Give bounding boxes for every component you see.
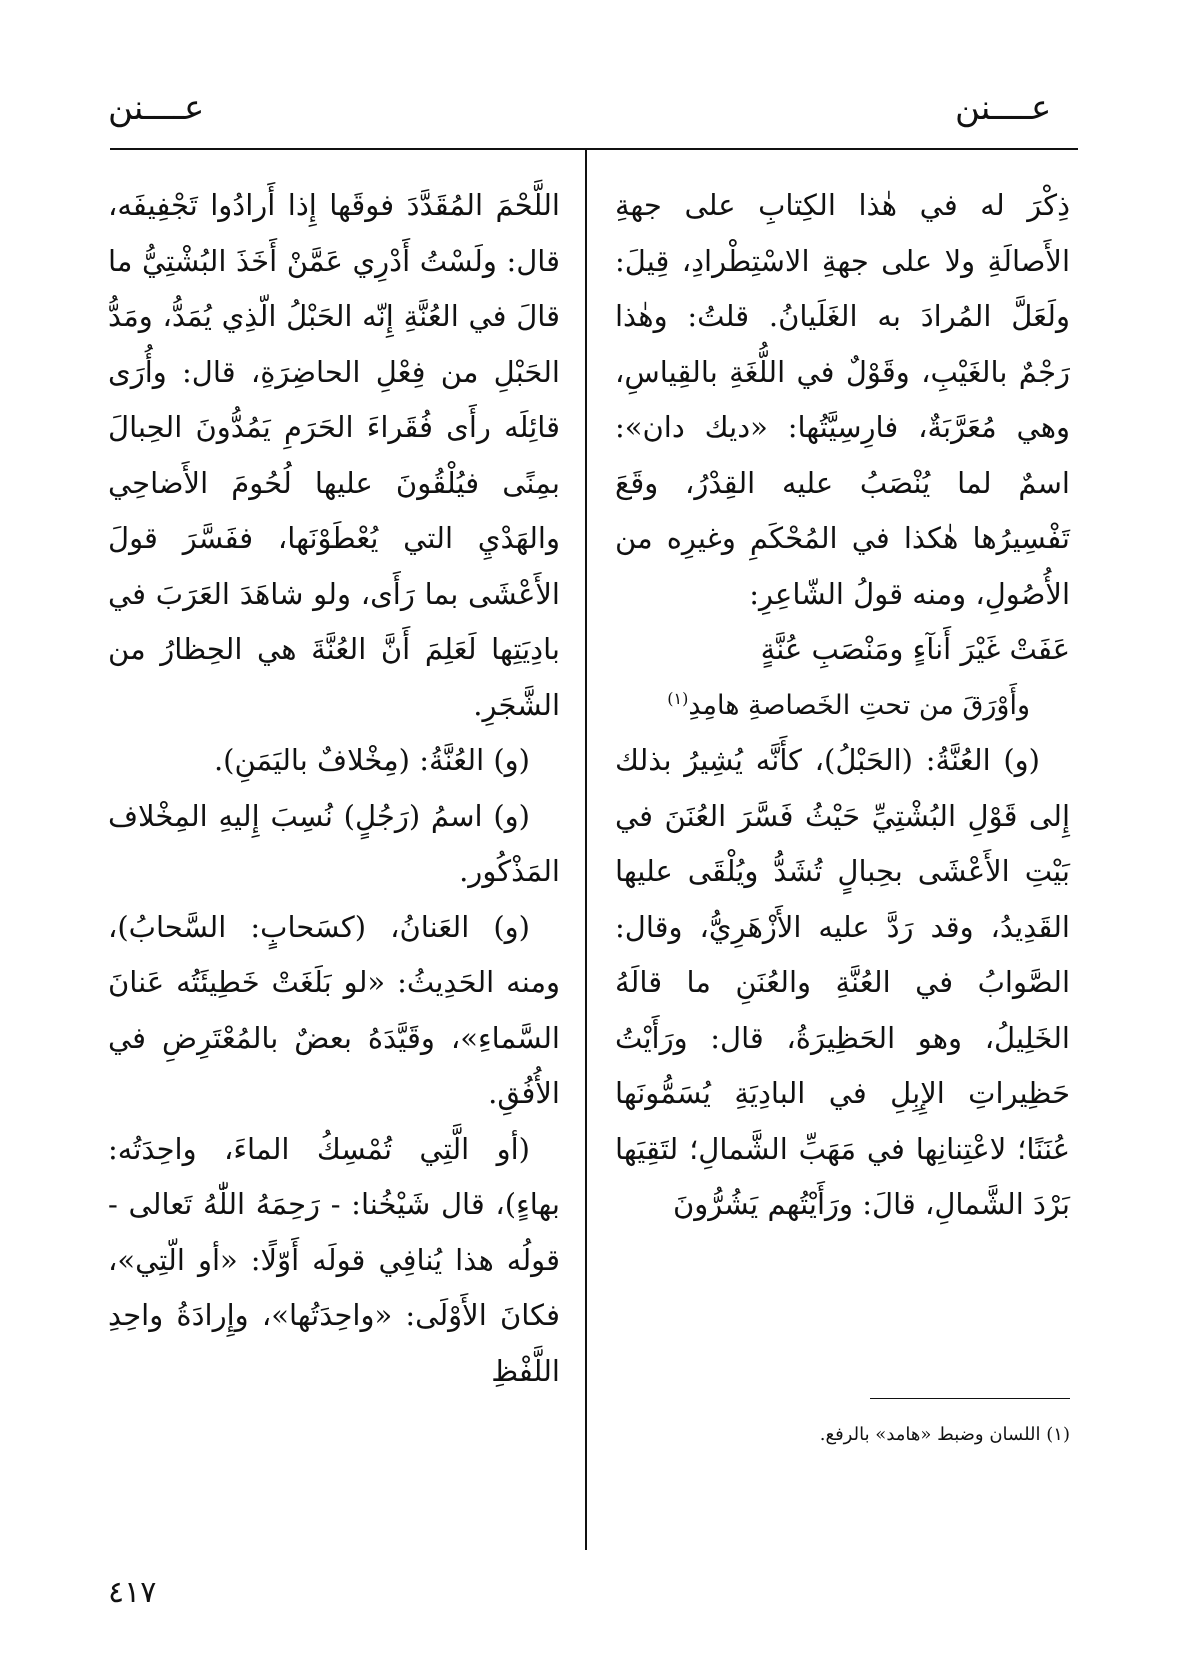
left-column <box>108 178 560 1399</box>
footnote: (١) اللسان وضبط «هامد» بالرفع. <box>819 1424 1070 1445</box>
running-header-left: عــــنن <box>108 88 205 128</box>
left-paragraph-5: (أو الَّتِي تُمْسِكُ الماءَ، واحِدَتُه: بهاءٍ)، قال شَيْخُنا: - رَحِمَهُ اللّٰهُ تَعالى - قولُه هذا يُنافِي قولَه أَوّلًا: «أو الّتِي»، فكانَ الأَوْلَى: «واحِدَتُها»، وإِرادَةُ واحِدِ اللَّفْظِ <box>108 1131 560 1388</box>
left-paragraph-3: (و) اسمُ (رَجُلٍ) نُسِبَ إِليهِ المِخْلاف المَذْكُور. <box>108 798 560 888</box>
footnote-marker: (١) <box>667 688 689 708</box>
page-number: ٤١٧ <box>108 1575 157 1610</box>
column-divider <box>585 150 587 1550</box>
verse-line-1: عَفَتْ غَيْرَ أَنآءٍ ومَنْصَبِ عُنَّةٍ <box>760 632 1070 666</box>
right-column <box>615 178 1070 1233</box>
right-paragraph-2: (و) العُنَّةُ: (الحَبْلُ)، كأَنَّه يُشِيرُ بذلك إِلى قَوْلِ البُشْتِيِّ حَيْثُ فَسَّرَ العُنَنَ في بَيْتِ الأَعْشَى بحِبالٍ تُشَدُّ ويُلْقَى عليها القَدِيدُ، وقد رَدَّ عليه الأَزْهَرِيُّ، وقال: الصَّوابُ في العُنَّةِ والعُنَنِ ما قالَهُ الخَلِيلُ، وهو الحَظِيرَةُ، قال: ورَأَيْتُ حَظِيراتِ الإِبِلِ في البادِيَةِ يُسَمُّونَها عُنَنًا؛ لاعْتِنانِها في مَهَبِّ الشَّمالِ؛ لتَقِيَها بَرْدَ الشَّمالِ، قالَ: ورَأَيْتُهم يَشُرُّونَ <box>615 743 1070 1221</box>
verse-line-2-text: وأَوْرَقَ من تحتِ الخَصاصةِ هامِدِ <box>688 689 1030 721</box>
left-paragraph-1: اللَّحْمَ المُقَدَّدَ فوقَها إِذا أَرادُوا تَجْفِيفَه، قال: ولَسْتُ أَدْرِي عَمَّنْ أَخَذَ البُشْتِيُّ ما قالَ في العُنَّةِ إِنّه الحَبْلُ الّذِي يُمَدُّ، ومَدُّ الحَبْلِ من فِعْلِ الحاضِرَةِ، قال: وأُرَى قائِلَه رأَى فُقَراءَ الحَرَمِ يَمُدُّونَ الحِبالَ بمِنًى فيُلْقُونَ عليها لُحُومَ الأَضاحِي والهَدْيِ التي يُعْطَوْنَها، ففَسَّرَ قولَ الأَعْشَى بما رَأَى، ولو شاهَدَ العَرَبَ في بادِيَتِها لَعَلِمَ أَنَّ العُنَّةَ هي الحِظارُ من الشَّجَرِ. <box>108 188 560 722</box>
left-paragraph-2: (و) العُنَّةُ: (مِخْلافٌ باليَمَنِ). <box>213 743 530 777</box>
footnote-rule <box>870 1398 1070 1399</box>
left-paragraph-4: (و) العَنانُ، (كسَحابٍ: السَّحابُ)، ومنه الحَدِيثُ: «لو بَلَغَتْ خَطِيئَتُه عَنانَ السَّماءِ»، وقَيَّدَهُ بعضٌ بالمُعْتَرِضِ في الأُفُقِ. <box>108 909 560 1110</box>
running-header-right: عــــنن <box>955 88 1052 128</box>
verse-line-2 <box>615 678 1070 734</box>
right-paragraph-1: ذِكْرَ له في هٰذا الكِتابِ على جهةِ الأَصالَةِ ولا على جهةِ الاسْتِطْرادِ، قِيلَ: ولَعَلَّ المُرادَ به الغَلَيانُ. قلتُ: وهٰذا رَجْمٌ بالغَيْبِ، وقَوْلٌ في اللُّغَةِ بالقِياسِ، وهي مُعَرَّبَةٌ، فارِسِيَّتُها: «ديك دان»: اسمٌ لما يُنْصَبُ عليه القِدْرُ، وقَعَ تَفْسِيرُها هٰكذا في المُحْكَمِ وغيرِه من الأُصُولِ، ومنه قولُ الشّاعِرِ: <box>615 188 1070 611</box>
header-rule <box>110 148 1078 150</box>
